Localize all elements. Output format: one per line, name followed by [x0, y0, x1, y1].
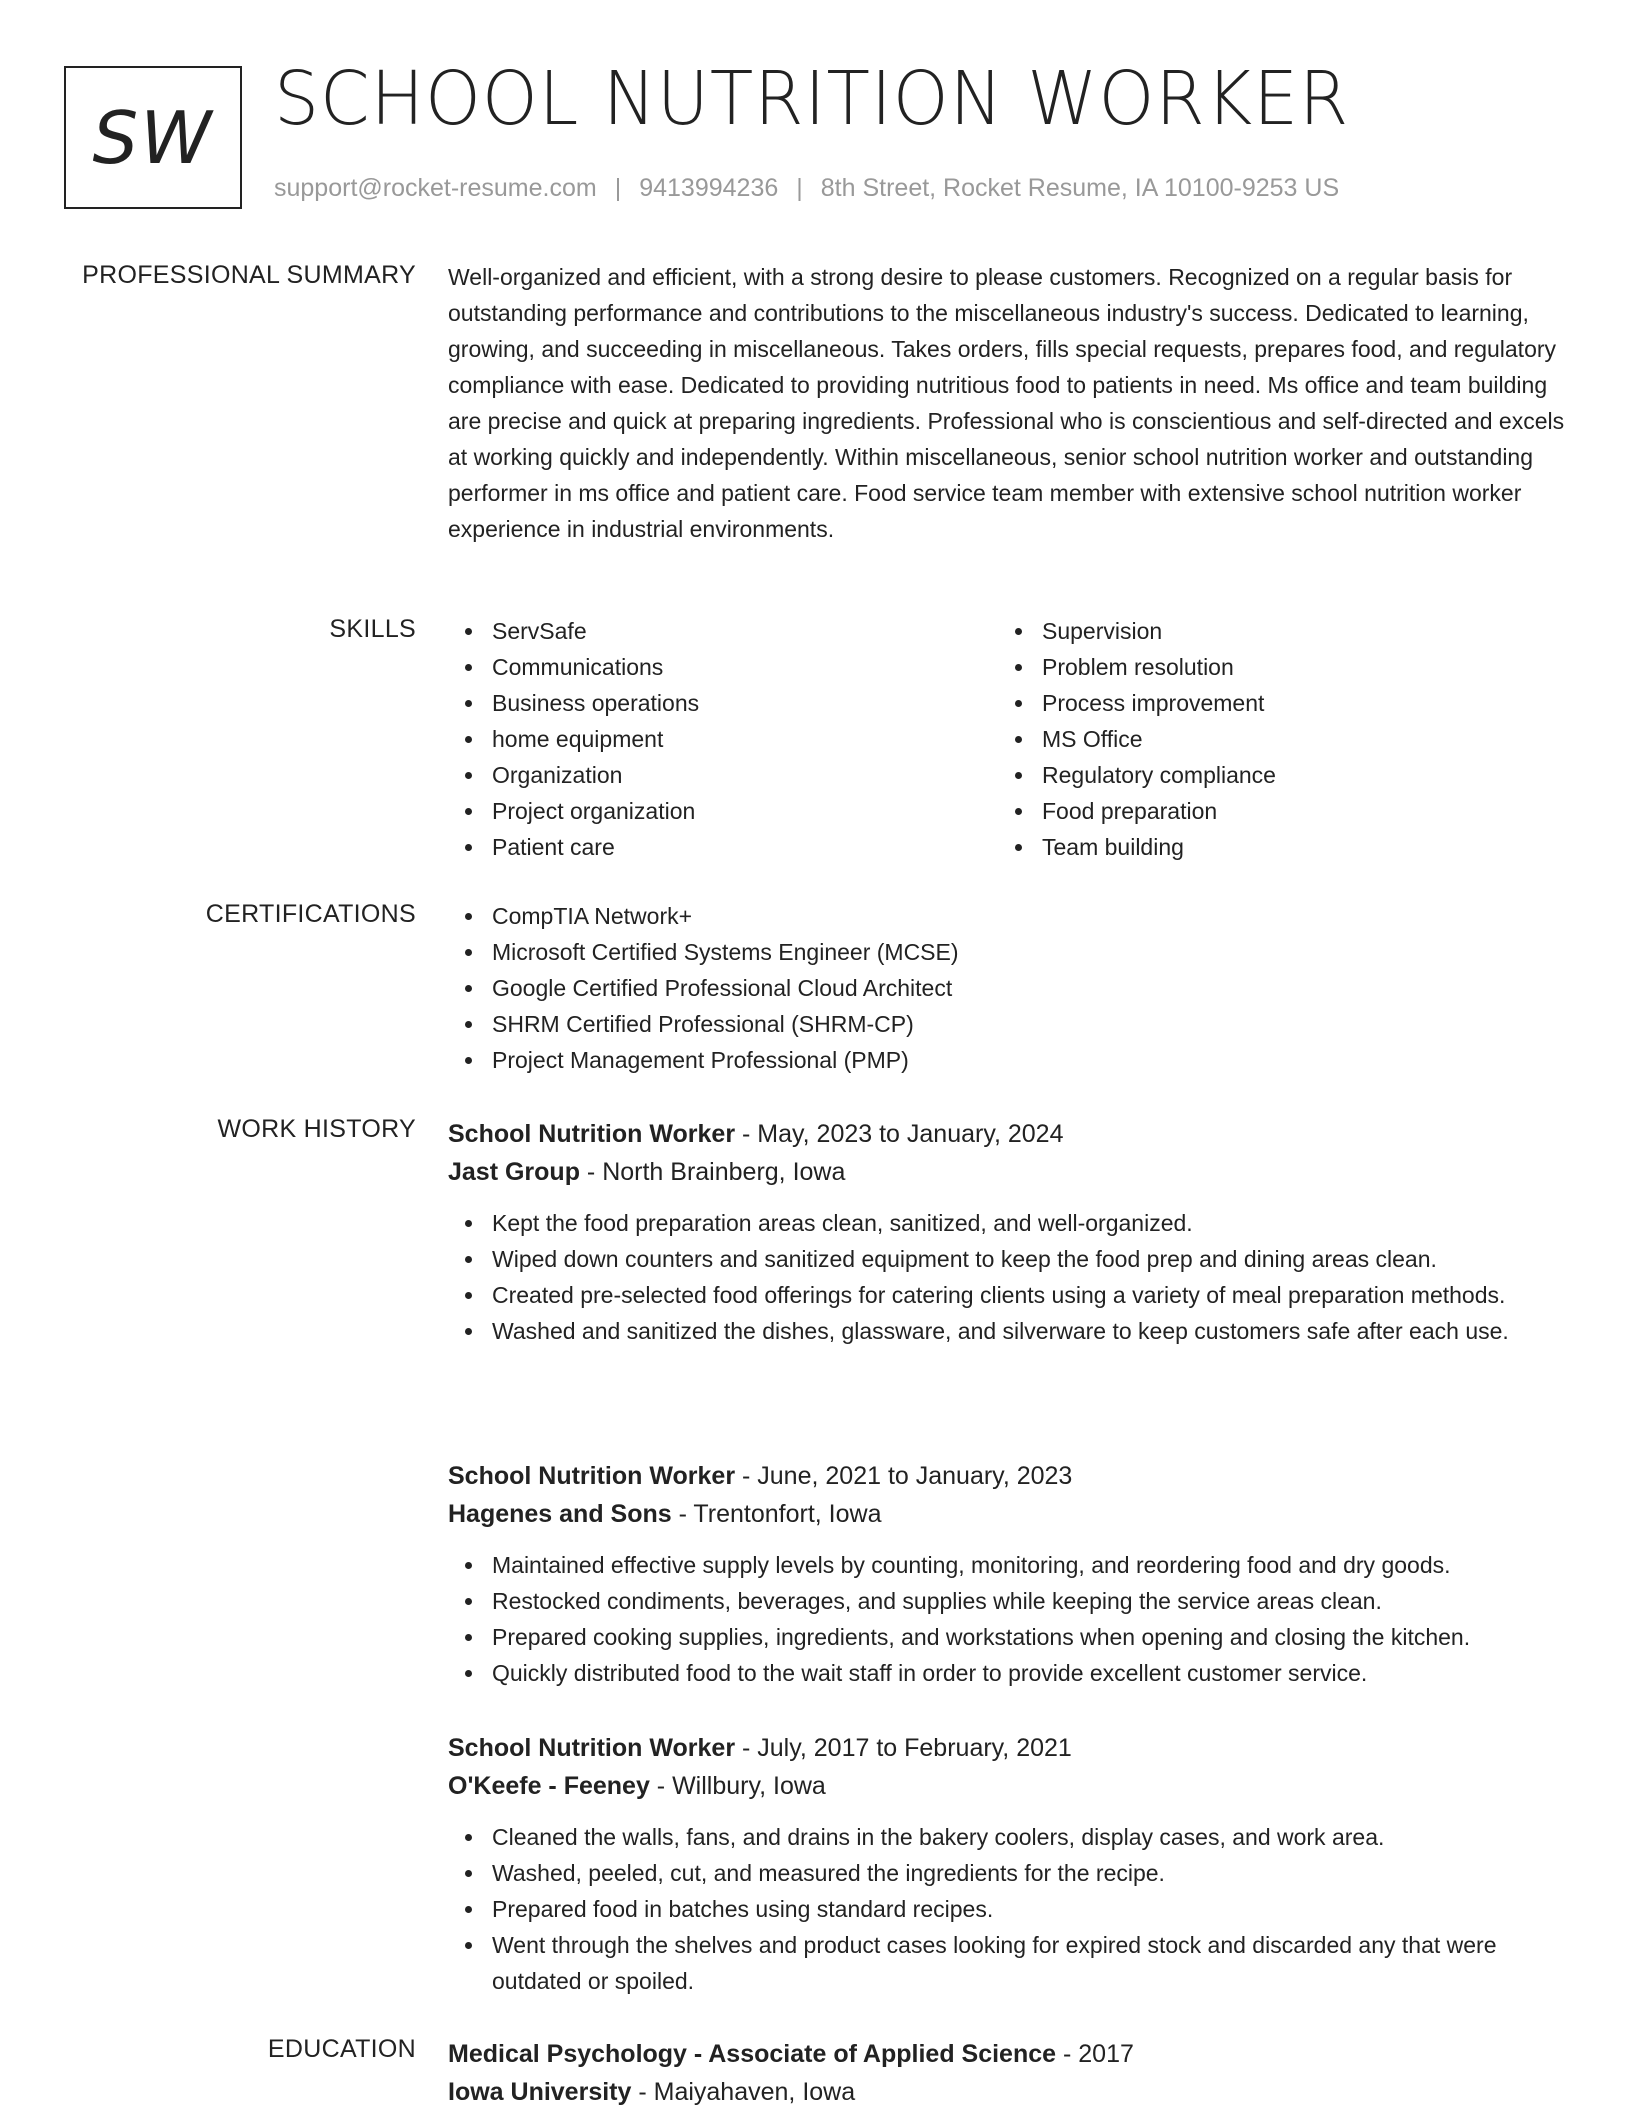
- skills-grid: [448, 613, 1568, 865]
- education-school: Iowa University: [448, 2078, 632, 2106]
- list-item: Washed, peeled, cut, and measured the ingredients for the recipe.: [448, 1855, 1568, 1891]
- summary-label: PROFESSIONAL SUMMARY: [82, 261, 416, 289]
- education-degree-line: [448, 2035, 1568, 2073]
- job-location: - North Brainberg, Iowa: [579, 1158, 846, 1186]
- certifications-list: [448, 898, 1568, 1078]
- job-company-line: [448, 1495, 1568, 1533]
- contact-address: 8th Street, Rocket Resume, IA 10100-9253 US: [820, 174, 1340, 202]
- certifications-label: CERTIFICATIONS: [205, 900, 416, 928]
- list-item: Restocked condiments, beverages, and supplies while keeping the service areas clean.: [448, 1583, 1568, 1619]
- job-title: School Nutrition Worker: [448, 1734, 736, 1762]
- job-entry: [448, 1457, 1568, 1691]
- list-item: SHRM Certified Professional (SHRM-CP): [448, 1006, 1568, 1042]
- list-item: Project organization: [448, 793, 998, 829]
- work-history-label: WORK HISTORY: [217, 1115, 416, 1143]
- list-item: CompTIA Network+: [448, 898, 1568, 934]
- list-item: Went through the shelves and product cases looking for expired stock and discarded any that were outdated or spoiled.: [448, 1927, 1568, 1999]
- list-item: Wiped down counters and sanitized equipment to keep the food prep and dining areas clean.: [448, 1241, 1568, 1277]
- education-school-line: [448, 2073, 1568, 2111]
- summary-text: Well-organized and efficient, with a strong desire to please customers. Recognized on a regular basis for outstanding performance and contributions to the miscellaneous industry's success. Dedicated to learning, growing, and succeeding in miscellaneous. Takes orders, fills special requests, prepares food, and regulatory compliance with ease. Dedicated to providing nutritious food to patients in need. Ms office and team building are precise and quick at preparing ingredients. Professional who is conscientious and self-directed and excels at working quickly and independently. Within miscellaneous, senior school nutrition worker and outstanding performer in ms office and patient care. Food service team member with extensive school nutrition worker experience in industrial environments.: [448, 264, 1565, 542]
- list-item: Kept the food preparation areas clean, sanitized, and well-organized.: [448, 1205, 1568, 1241]
- list-item: Food preparation: [998, 793, 1548, 829]
- list-item: Organization: [448, 757, 998, 793]
- job-company-line: [448, 1767, 1568, 1805]
- list-item: Created pre-selected food offerings for catering clients using a variety of meal preparation methods.: [448, 1277, 1568, 1313]
- list-item: Prepared food in batches using standard recipes.: [448, 1891, 1568, 1927]
- skills-list-left: [448, 613, 998, 865]
- job-entry: [448, 1729, 1568, 1999]
- list-item: ServSafe: [448, 613, 998, 649]
- job-title-line: [448, 1115, 1568, 1153]
- contact-line: [274, 174, 1339, 203]
- job-duties: [448, 1205, 1568, 1349]
- contact-separator: |: [614, 174, 622, 202]
- list-item: Cleaned the walls, fans, and drains in the bakery coolers, display cases, and work area.: [448, 1819, 1568, 1855]
- list-item: Google Certified Professional Cloud Architect: [448, 970, 1568, 1006]
- education-year: - 2017: [1056, 2040, 1134, 2068]
- list-item: Problem resolution: [998, 649, 1548, 685]
- job-duties: [448, 1547, 1568, 1691]
- monogram-initials: SW: [92, 95, 214, 180]
- job-location: - Trentonfort, Iowa: [671, 1500, 882, 1528]
- skills-label: SKILLS: [329, 615, 416, 643]
- list-item: MS Office: [998, 721, 1548, 757]
- list-item: Prepared cooking supplies, ingredients, and workstations when opening and closing the kitchen.: [448, 1619, 1568, 1655]
- education-entry: [448, 2035, 1568, 2111]
- list-item: Supervision: [998, 613, 1548, 649]
- list-item: Quickly distributed food to the wait staff in order to provide excellent customer service.: [448, 1655, 1568, 1691]
- list-item: Process improvement: [998, 685, 1548, 721]
- certifications-body: [448, 898, 1568, 1078]
- list-item: Regulatory compliance: [998, 757, 1548, 793]
- education-degree: Medical Psychology - Associate of Applied Science: [448, 2040, 1057, 2068]
- skills-list-right: [998, 613, 1548, 865]
- list-item: Business operations: [448, 685, 998, 721]
- monogram-box: [64, 66, 242, 209]
- job-dates: - May, 2023 to January, 2024: [735, 1120, 1064, 1148]
- job-duties: [448, 1819, 1568, 1999]
- job-location: - Willbury, Iowa: [649, 1772, 826, 1800]
- list-item: home equipment: [448, 721, 998, 757]
- list-item: Washed and sanitized the dishes, glassware, and silverware to keep customers safe after each use.: [448, 1313, 1568, 1349]
- list-item: Microsoft Certified Systems Engineer (MCSE): [448, 934, 1568, 970]
- job-title-line: [448, 1457, 1568, 1495]
- list-item: Project Management Professional (PMP): [448, 1042, 1568, 1078]
- job-dates: - June, 2021 to January, 2023: [735, 1462, 1073, 1490]
- job-title: School Nutrition Worker: [448, 1120, 736, 1148]
- list-item: Maintained effective supply levels by counting, monitoring, and reordering food and dry goods.: [448, 1547, 1568, 1583]
- contact-separator: |: [796, 174, 803, 202]
- job-company: Jast Group: [448, 1158, 580, 1186]
- job-entry: [448, 1115, 1568, 1349]
- contact-phone[interactable]: 9413994236: [639, 174, 779, 202]
- job-title: School Nutrition Worker: [448, 1462, 736, 1490]
- contact-email[interactable]: support@rocket-resume.com: [274, 174, 597, 202]
- resume-title: SCHOOL NUTRITION WORKER: [274, 56, 1350, 142]
- job-title-line: [448, 1729, 1568, 1767]
- list-item: Patient care: [448, 829, 998, 865]
- job-company-line: [448, 1153, 1568, 1191]
- job-dates: - July, 2017 to February, 2021: [735, 1734, 1072, 1762]
- job-company: O'Keefe - Feeney: [448, 1772, 650, 1800]
- education-label: EDUCATION: [267, 2035, 416, 2063]
- list-item: Team building: [998, 829, 1548, 865]
- job-company: Hagenes and Sons: [448, 1500, 672, 1528]
- education-location: - Maiyahaven, Iowa: [631, 2078, 856, 2106]
- list-item: Communications: [448, 649, 998, 685]
